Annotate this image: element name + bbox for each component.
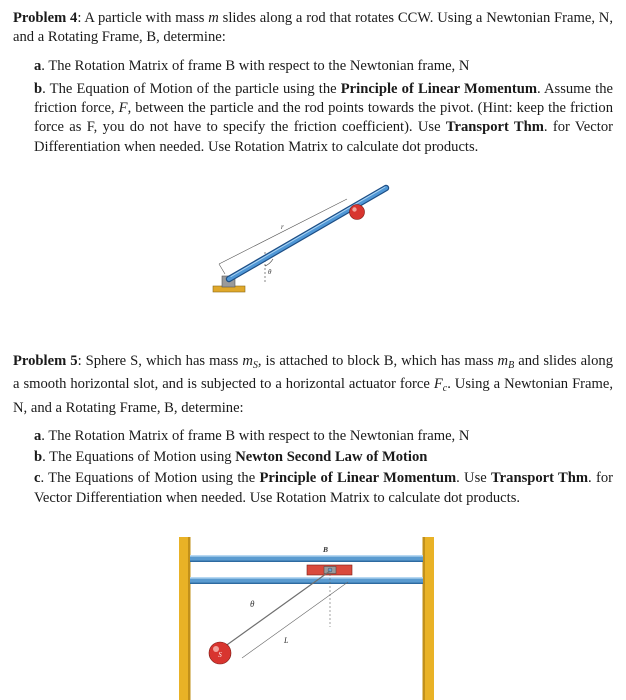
problem-4 [13, 9, 613, 161]
problem-4-items [34, 57, 613, 157]
theta-label: θ [250, 599, 255, 609]
problem-4-item-a: a. The Rotation Matrix of frame B with respect to the Newtonian frame, N [34, 57, 470, 74]
slider-pendulum-diagram [176, 527, 441, 700]
problem-4-item-b: b. The Equation of Motion of the particle using the Principle of Linear Momentum. Assume the friction force, F, between the particle and the rod points towards the pivot. (Hint: keep the friction force as F, you do not have to specify the friction coefficient). Use Transport Thm. for Vector Differentiation when needed. Use Rotation Matrix to calculate dot products. [34, 80, 613, 155]
problem-5-item-b: b. The Equations of Motion using Newton Second Law of Motion [34, 449, 428, 466]
L-label: L [284, 636, 289, 645]
problem-5-heading: Problem 5 [13, 353, 78, 369]
L-dimension-line [242, 582, 348, 658]
theta-label: θ [268, 268, 272, 276]
rotating-rod-diagram [205, 182, 390, 304]
problem-5-intro: Problem 5: Sphere S, which has mass $m_S$, is attached to block B, which has mass $m_B$ and slides along a smooth horizontal slot, and is subjected to a horizontal actuator force $F_c$. Using a Newtonian Frame, N, and a Rotating Frame, B, determine: [13, 353, 614, 416]
particle-sphere [350, 205, 365, 220]
problem-5-item-c: c. The Equations of Motion using the Principle of Linear Momentum. Use Transport Thm. for Vector Differentiation when needed. Use Rotation Matrix to calculate dot products. [34, 470, 613, 506]
problem-5-figure [176, 527, 441, 700]
problem-4-figure [205, 182, 390, 304]
r-dimension-line [219, 199, 347, 264]
problem-4-heading: Problem 4 [13, 10, 78, 26]
problem-4-intro: Problem 4: A particle with mass m slides along a rod that rotates CCW. Using a Newtonian Frame, N, and a Rotating Frame, B, determine: [13, 10, 613, 46]
problem-5-items [34, 427, 613, 508]
problem-5-item-a: a. The Rotation Matrix of frame B with respect to the Newtonian frame, N [34, 427, 470, 444]
block-label: B [323, 545, 329, 554]
mass-symbol: m [208, 10, 219, 26]
problem-5 [13, 352, 613, 512]
r-label: r [281, 223, 284, 231]
sphere-label: S [218, 651, 222, 659]
